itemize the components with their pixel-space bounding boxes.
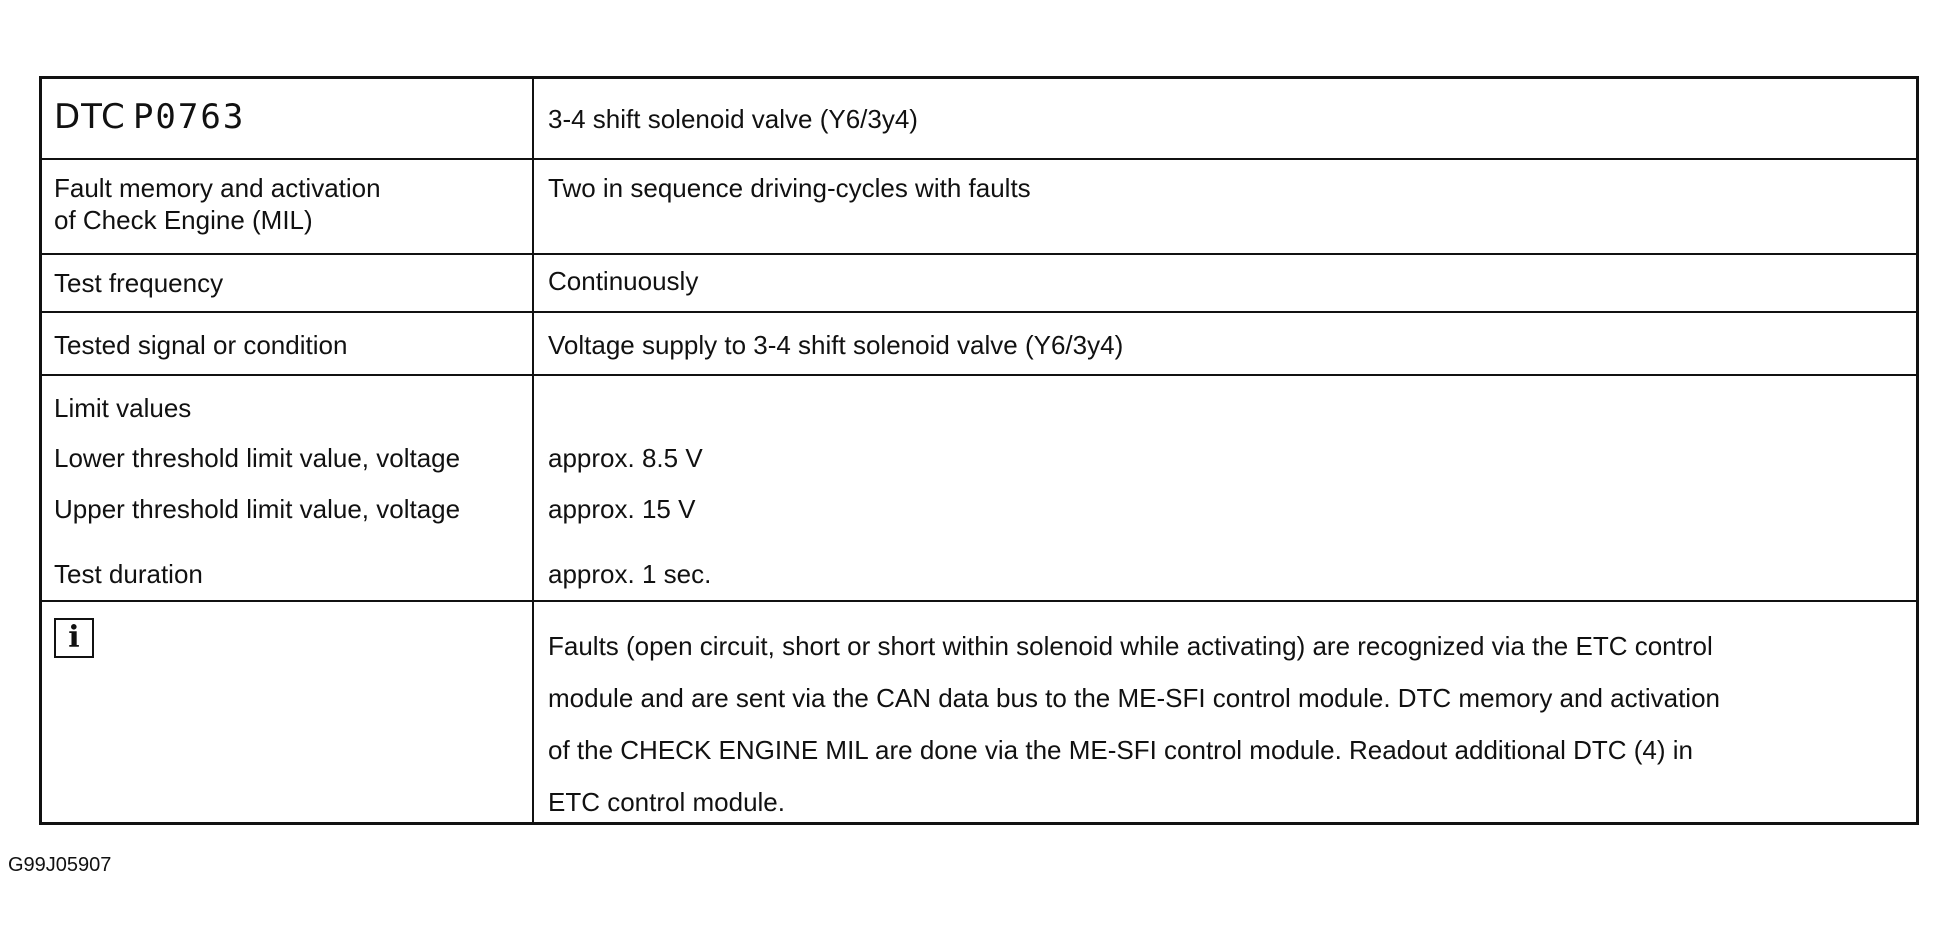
upper-threshold-value: approx. 15 V xyxy=(548,494,696,524)
fault-memory-row xyxy=(42,160,1916,255)
dtc-table xyxy=(39,76,1919,825)
lower-threshold-label: Lower threshold limit value, voltage xyxy=(54,443,461,473)
dtc-code: P0763 xyxy=(132,97,246,137)
limit-values-row xyxy=(42,376,1916,602)
fault-memory-value: Two in sequence driving-cycles with faults xyxy=(548,173,1031,203)
test-frequency-row xyxy=(42,255,1916,313)
note-line: ETC control module. xyxy=(548,787,785,817)
dtc-label: DTC xyxy=(54,97,126,137)
test-duration-label: Test duration xyxy=(54,559,203,589)
note-line: module and are sent via the CAN data bus to the ME-SFI control module. DTC memory and activation xyxy=(548,683,1720,713)
dtc-title xyxy=(54,97,246,137)
tested-signal-label: Tested signal or condition xyxy=(54,330,348,360)
test-frequency-value: Continuously xyxy=(548,266,699,296)
test-frequency-label: Test frequency xyxy=(54,268,224,298)
tested-signal-value: Voltage supply to 3-4 shift solenoid valve (Y6/3y4) xyxy=(548,330,1124,360)
fault-memory-label xyxy=(54,172,381,236)
note-text xyxy=(548,620,1918,828)
note-row xyxy=(42,602,1916,822)
note-line: of the CHECK ENGINE MIL are done via the ME-SFI control module. Readout additional DTC (4) in xyxy=(548,735,1693,765)
upper-threshold-label: Upper threshold limit value, voltage xyxy=(54,494,461,524)
fault-memory-label-line2: of Check Engine (MIL) xyxy=(54,205,313,235)
note-line: Faults (open circuit, short or short within solenoid while activating) are recognized via the ETC control xyxy=(548,631,1713,661)
lower-threshold-value: approx. 8.5 V xyxy=(548,443,703,473)
limit-values-heading: Limit values xyxy=(54,393,192,423)
tested-signal-row xyxy=(42,313,1916,376)
dtc-header-row xyxy=(42,79,1916,160)
test-duration-value: approx. 1 sec. xyxy=(548,559,712,589)
info-icon: i xyxy=(54,618,94,658)
fault-memory-label-line1: Fault memory and activation xyxy=(54,173,381,203)
figure-id: G99J05907 xyxy=(8,854,112,876)
dtc-component: 3-4 shift solenoid valve (Y6/3y4) xyxy=(548,104,918,134)
